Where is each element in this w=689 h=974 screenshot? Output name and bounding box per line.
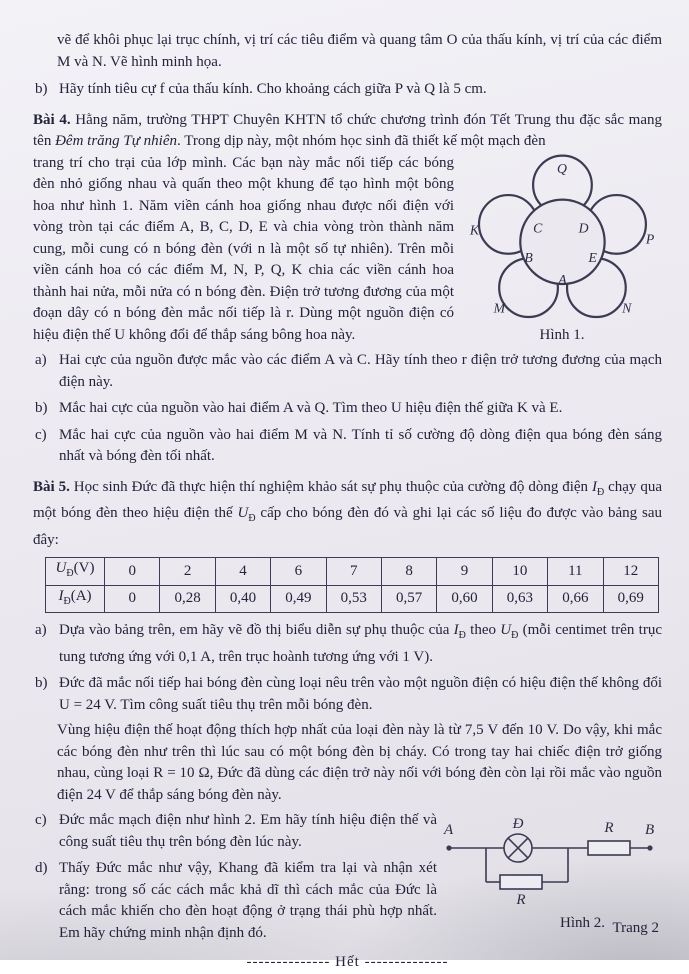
bai4-section bbox=[33, 110, 662, 468]
bai4-intro-text-2: . Trong dịp này, một nhóm học sinh đã thiết kế một mạch đèn bbox=[177, 133, 546, 149]
label-b: B bbox=[524, 249, 533, 265]
table-cell: 0,28 bbox=[160, 585, 215, 613]
bai5-range-paragraph: Vùng hiệu điện thế hoạt động thích hợp nhất của loại đèn này là từ 7,5 V đến 10 V. Do vậy, khi mắc các bóng đèn như trên thì lúc sau có một bóng đèn bị cháy. Có trong tay hai chiếc điện trở giống nhau, cùng loại R = 10 Ω, Đức đã dùng các điện trở này nối với bóng đèn còn lại rồi mắc vào nguồn điện 24 V để thắp sáng bóng đèn này. bbox=[57, 722, 662, 803]
bai4-intro-paragraph bbox=[33, 110, 662, 153]
item-text: Hãy tính tiêu cự f của thấu kính. Cho khoảng cách giữa P và Q là 5 cm. bbox=[59, 81, 487, 97]
item-letter: b) bbox=[35, 81, 48, 97]
label-d: D bbox=[578, 220, 589, 236]
figure-1-caption: Hình 1. bbox=[539, 327, 585, 343]
table-cell: 0,63 bbox=[492, 585, 547, 613]
symbol-subscript: Đ bbox=[596, 486, 605, 498]
row-label-base: U bbox=[55, 560, 67, 576]
table-cell: 7 bbox=[326, 558, 381, 586]
symbol-subscript: Đ bbox=[458, 630, 466, 641]
bai5-intro-text-3: cấp cho bóng đèn đó và ghi lại các số liệu đo được vào bảng sau đây: bbox=[33, 505, 662, 548]
end-of-exam-marker: -------------- Hết -------------- bbox=[246, 954, 449, 970]
item-a-text-2: theo bbox=[465, 622, 501, 638]
label-k: K bbox=[469, 221, 480, 237]
item-a-text-1: Dựa vào bảng trên, em hãy vẽ đồ thị biểu diễn sự phụ thuộc của bbox=[59, 622, 454, 638]
table-cell: 0,57 bbox=[381, 585, 436, 613]
item-letter: a) bbox=[35, 622, 47, 638]
item-letter: b) bbox=[35, 675, 48, 691]
figure-2-caption: Hình 2. bbox=[560, 914, 605, 931]
bai4-item-b bbox=[33, 398, 662, 420]
bai4-body-with-figure bbox=[33, 153, 662, 468]
bai4-item-c bbox=[33, 425, 662, 468]
bai5-item-b bbox=[33, 673, 662, 716]
row-label-sub: Đ bbox=[66, 568, 74, 579]
table-cell: 4 bbox=[215, 558, 270, 586]
symbol-current: I bbox=[453, 622, 459, 638]
symbol-voltage: U bbox=[237, 505, 249, 521]
bai5-item-a bbox=[33, 620, 662, 668]
intro-item-b bbox=[33, 79, 662, 101]
bai5-intro-text-1: Học sinh Đức đã thực hiện thí nghiệm khảo sát sự phụ thuộc của cường độ dòng điện bbox=[69, 478, 592, 495]
row-label-unit: (A) bbox=[70, 587, 92, 604]
label-c: C bbox=[533, 220, 543, 236]
bai5-intro-text-2: chạy qua một bóng đèn theo hiệu điện thế bbox=[33, 478, 662, 521]
label-resistor-parallel: R bbox=[516, 892, 526, 908]
item-letter: b) bbox=[35, 400, 48, 416]
table-cell: 0,69 bbox=[603, 585, 658, 613]
bai4-label: Bài 4. bbox=[33, 111, 71, 128]
table-cell: 0,53 bbox=[326, 585, 381, 613]
table-cell: 0 bbox=[105, 558, 160, 586]
label-a: A bbox=[558, 271, 567, 287]
bai5-items-with-figure bbox=[33, 810, 662, 944]
table-cell: 11 bbox=[548, 558, 603, 586]
table-cell: 0,66 bbox=[548, 585, 603, 613]
symbol-voltage: U bbox=[500, 622, 512, 638]
symbol-subscript: Đ bbox=[511, 630, 519, 641]
item-text: Mắc hai cực của nguồn vào hai điểm M và N. Tính tỉ số cường độ dòng điện qua bóng đèn sáng nhất và bóng đèn tối nhất. bbox=[59, 426, 662, 464]
table-cell: 8 bbox=[381, 558, 436, 586]
label-e: E bbox=[588, 249, 597, 265]
bai5-section bbox=[33, 477, 662, 945]
bai4-intro-text-1: Hằng năm, trường THPT Chuyên KHTN tổ chức chương trình đón Tết Trung thu đặc sắc mang tên bbox=[33, 111, 662, 149]
row-label-base: I bbox=[58, 587, 64, 604]
symbol-current: I bbox=[591, 478, 597, 495]
table-row-voltage bbox=[46, 558, 659, 586]
label-n: N bbox=[622, 299, 632, 315]
item-letter: c) bbox=[35, 812, 47, 828]
item-text bbox=[59, 622, 662, 665]
table-cell: 2 bbox=[160, 558, 215, 586]
table-row-current bbox=[46, 585, 659, 613]
label-terminal-a: A bbox=[444, 822, 454, 838]
bai4-item-a bbox=[33, 350, 662, 393]
table-row-current-label bbox=[46, 585, 105, 613]
label-q: Q bbox=[556, 160, 567, 176]
item-text: Hai cực của nguồn được mắc vào các điểm A và C. Hãy tính theo r điện trở tương đương của mạch điện này. bbox=[59, 352, 662, 390]
item-text: Đức mắc mạch điện như hình 2. Em hãy tính hiệu điện thế và công suất tiêu thụ trên bóng đèn lúc này. bbox=[59, 812, 437, 850]
table-cell: 0,40 bbox=[215, 585, 270, 613]
item-text: Thấy Đức mắc như vậy, Khang đã kiểm tra lại và nhận xét rằng: trong số các cách mắc khả dĩ thì cách mắc của Đức là cách mắc khiến cho đèn hoạt động ở trạng thái phù hợp nhất. Em hãy chứng minh nhận định đó. bbox=[59, 860, 437, 941]
table-cell: 0,60 bbox=[437, 585, 492, 613]
table-row-voltage-label bbox=[46, 558, 105, 586]
label-lamp: Đ bbox=[512, 816, 524, 832]
table-cell: 6 bbox=[271, 558, 326, 586]
bai5-item-c bbox=[33, 810, 662, 853]
row-label-unit: (V) bbox=[73, 560, 95, 576]
symbol-subscript: Đ bbox=[248, 513, 256, 524]
figure-1-flower-diagram bbox=[462, 161, 662, 345]
bai5-intro-paragraph bbox=[33, 477, 662, 552]
table-cell: 10 bbox=[492, 558, 547, 586]
page-number: Trang 2 bbox=[612, 920, 659, 936]
flower-circuit-drawing bbox=[468, 161, 656, 319]
label-terminal-b: B bbox=[645, 822, 655, 838]
bai4-body-paragraph: trang trí cho trại của lớp mình. Các bạn này mắc nối tiếp các bóng đèn nhỏ giống nhau và quấn theo một khung để tạo hình một bông hoa như hình 1. Năm viền cánh hoa giống nhau được nối điện với vòng tròn tại các điểm A, B, C, D, E và chia vòng tròn thành năm cung, mỗi cung có n bóng đèn (với n là một số tự nhiên). Trên mỗi viền cánh hoa có các điểm M, N, P, Q, K chia các viền cánh hoa thành hai nửa, mỗi nửa có n bóng đèn. Điện trở tương đương của một đoạn dây có n bóng đèn mắc nối tiếp là r. Dùng một nguồn điện có hiệu điện thế U không đổi để thắp sáng bông hoa này. bbox=[33, 154, 454, 343]
item-text: Đức đã mắc nối tiếp hai bóng đèn cùng loại nêu trên vào một nguồn điện có hiệu điện thế không đổi U = 24 V. Tìm công suất tiêu thụ trên mỗi bóng đèn. bbox=[59, 675, 662, 713]
row-label-sub: Đ bbox=[63, 595, 71, 607]
intro-continuation-paragraph: vẽ để khôi phục lại trục chính, vị trí các tiêu điểm và quang tâm O của thấu kính, vị trí của các điểm M và N. Vẽ hình minh họa. bbox=[57, 32, 662, 70]
item-text: Mắc hai cực của nguồn vào hai điểm A và Q. Tìm theo U hiệu điện thế giữa K và E. bbox=[59, 400, 563, 416]
label-p: P bbox=[645, 231, 655, 247]
label-m: M bbox=[493, 299, 506, 315]
item-letter: c) bbox=[35, 426, 47, 443]
item-letter: d) bbox=[35, 860, 48, 876]
table-cell: 12 bbox=[603, 558, 658, 586]
bai4-event-name: Đêm trăng Tự nhiên bbox=[55, 133, 178, 149]
item-a-text-3: (mỗi centimet trên trục tung tương ứng với 0,1 A, trên trục hoành tương ứng với 1 V). bbox=[59, 622, 663, 665]
table-cell: 9 bbox=[437, 558, 492, 586]
table-cell: 0,49 bbox=[271, 585, 326, 613]
bai5-label: Bài 5. bbox=[33, 478, 70, 495]
label-resistor-series: R bbox=[604, 820, 614, 836]
measurement-table bbox=[45, 557, 659, 613]
bai5-item-d bbox=[33, 858, 662, 944]
item-letter: a) bbox=[35, 352, 47, 368]
table-cell: 0 bbox=[105, 585, 160, 613]
